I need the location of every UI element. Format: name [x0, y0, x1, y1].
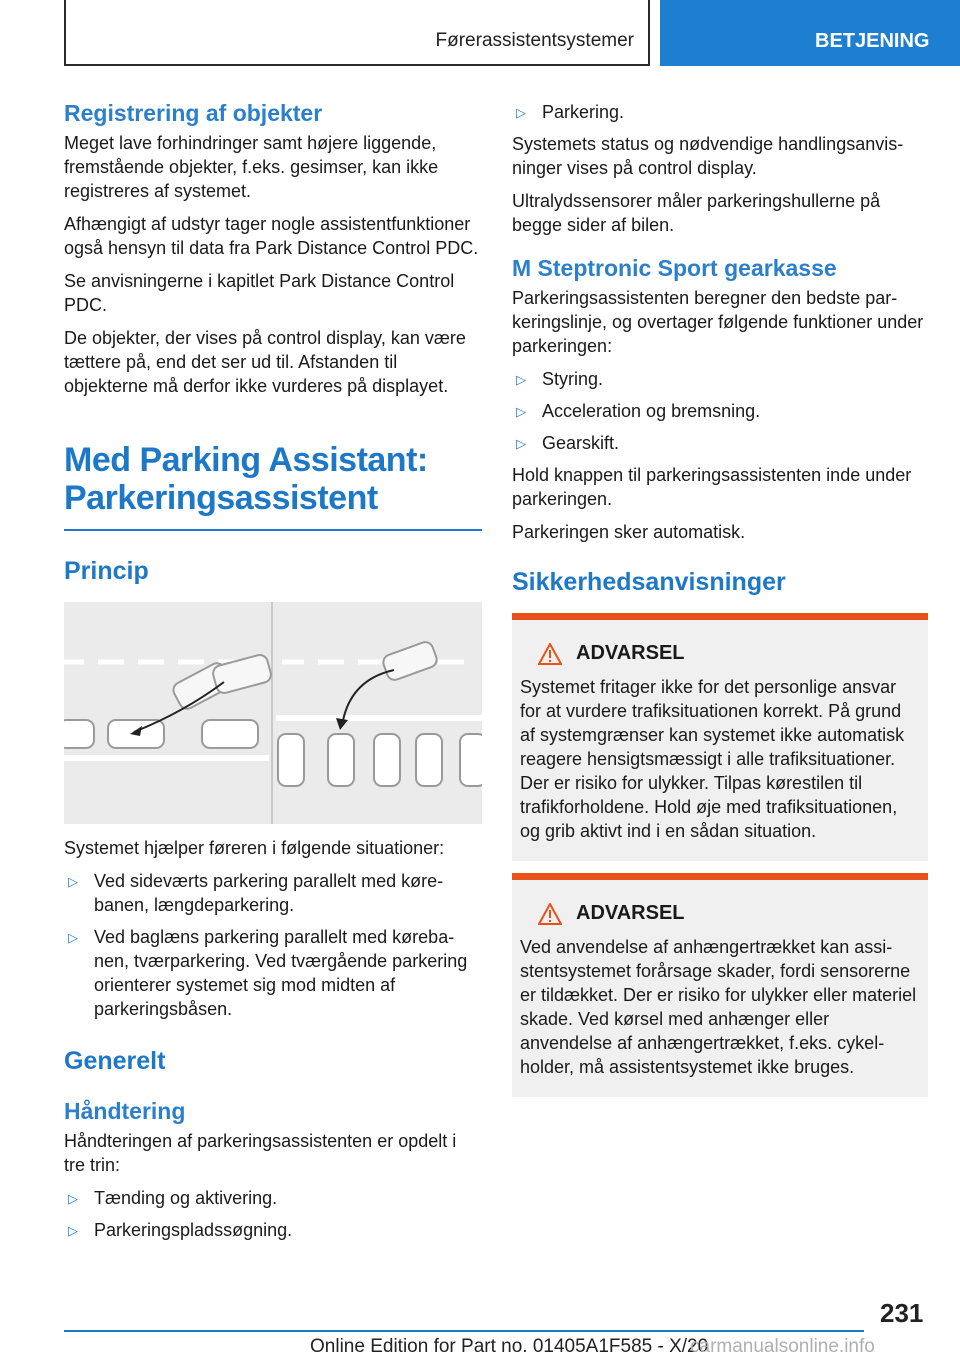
paragraph: Parkeringen sker automatisk.	[512, 522, 746, 542]
parking-illustration	[64, 602, 482, 824]
paragraph: Se anvisningerne i kapitlet Park Distance Control PDC.	[64, 271, 455, 315]
section-heading: Med Parking Assistant: Parkeringsassistent	[64, 441, 428, 517]
warning-title: ADVARSEL	[538, 642, 920, 665]
triangle-right-icon: ▷	[68, 1191, 78, 1206]
warning-title: ADVARSEL	[538, 902, 920, 925]
heading-safety: Sikkerhedsanvisninger	[512, 568, 786, 596]
warning-text: Ved anvendelse af anhængertrækket kan assistentsystemet forårsage skader, fordi sensorerne er tildækket. Der er risiko for ulykker eller materiel skade. Ved kørsel med anhænger eller anvendelse af anhængertrækket, f.eks. cykelholder, må assistentsystemet ikke bruges.	[520, 937, 917, 1077]
footer-rule	[64, 1330, 864, 1332]
triangle-right-icon: ▷	[516, 404, 526, 419]
warning-text: Systemet fritager ikke for det personlige ansvar for at vurdere trafiksituationen korrekt. På grund af systemgrænser kan systemet ikke automatisk reagere hensigtsmæssigt i alle trafiksituationer. Der er risiko for ulykker. Tilpas kørestilen til trafikforholdene. Hold øje med trafiksituationen, og grib aktivt ind i en sådan situation.	[520, 677, 905, 841]
triangle-right-icon: ▷	[68, 930, 78, 945]
heading-principle: Princip	[64, 557, 149, 585]
chapter-tab	[660, 0, 960, 66]
paragraph: Ultralydssensorer måler parkeringshullerne på begge sider af bilen.	[512, 191, 881, 235]
triangle-right-icon: ▷	[516, 436, 526, 451]
triangle-right-icon: ▷	[516, 105, 526, 120]
list-item: ▷ Tænding og aktivering.	[64, 1186, 482, 1210]
paragraph: Håndteringen af parkeringsassistenten er opdelt i tre trin:	[64, 1131, 457, 1175]
paragraph: Systemets status og nødvendige handlingsanvisninger vises på control display.	[512, 134, 904, 178]
warning-box	[512, 873, 928, 1097]
heading-handling: Håndtering	[64, 1098, 186, 1124]
warning-triangle-icon	[538, 643, 562, 665]
left-column	[64, 100, 482, 1250]
right-column	[512, 100, 928, 1097]
warning-triangle-icon	[538, 903, 562, 925]
list-item: ▷ Ved baglæns parkering parallelt med kørebanen, tværparkering. Ved tværgående parkering orienterer systemet sig mod midten af parkeringsbåsen.	[68, 927, 468, 1019]
edition-text: Online Edition for Part no. 01405A1F585 - X/20	[310, 1336, 709, 1357]
list-item: ▷ Ved sideværts parkering parallelt med kørebanen, længdeparkering.	[68, 871, 444, 915]
triangle-right-icon: ▷	[516, 372, 526, 387]
section-tab	[64, 0, 650, 66]
page-number: 231	[880, 1298, 924, 1328]
paragraph: De objekter, der vises på control display, kan være tættere på, end det ser ud til. Afstanden til objekterne må derfor ikke vurderes på displayet.	[64, 328, 466, 396]
list-item: ▷ Acceleration og bremsning.	[512, 399, 928, 423]
paragraph: Meget lave forhindringer samt højere liggende, fremstående objekter, f.eks. gesimser, kan ikke registreres af systemet.	[64, 133, 439, 201]
paragraph: Systemet hjælper føreren i følgende situationer:	[64, 838, 445, 858]
section-title: Førerassistentsystemer	[435, 30, 634, 51]
triangle-right-icon: ▷	[68, 1223, 78, 1238]
page-header	[0, 0, 960, 66]
heading-general: Generelt	[64, 1047, 166, 1075]
list-item: ▷ Parkeringspladssøgning.	[64, 1218, 482, 1242]
heading-objects: Registrering af objekter	[64, 100, 323, 126]
list-item: ▷ Gearskift.	[512, 431, 928, 455]
parking-scene-image	[64, 602, 482, 824]
paragraph: Afhængigt af udstyr tager nogle assistentfunktioner også hensyn til data fra Park Distance Control PDC.	[64, 214, 479, 258]
heading-rule	[64, 529, 482, 531]
heading-gearbox: M Steptronic Sport gearkasse	[512, 255, 837, 281]
watermark: carmanualsonline.info	[690, 1336, 875, 1357]
triangle-right-icon: ▷	[68, 874, 78, 889]
paragraph: Hold knappen til parkeringsassistenten inde under parkeringen.	[512, 465, 912, 509]
list-item: ▷ Styring.	[512, 367, 928, 391]
chapter-title: BETJENING	[815, 30, 930, 52]
list-item: ▷ Parkering.	[512, 100, 928, 124]
warning-box	[512, 613, 928, 861]
paragraph: Parkeringsassistenten beregner den bedste parkeringslinje, og overtager følgende funktioner under parkeringen:	[512, 288, 924, 356]
